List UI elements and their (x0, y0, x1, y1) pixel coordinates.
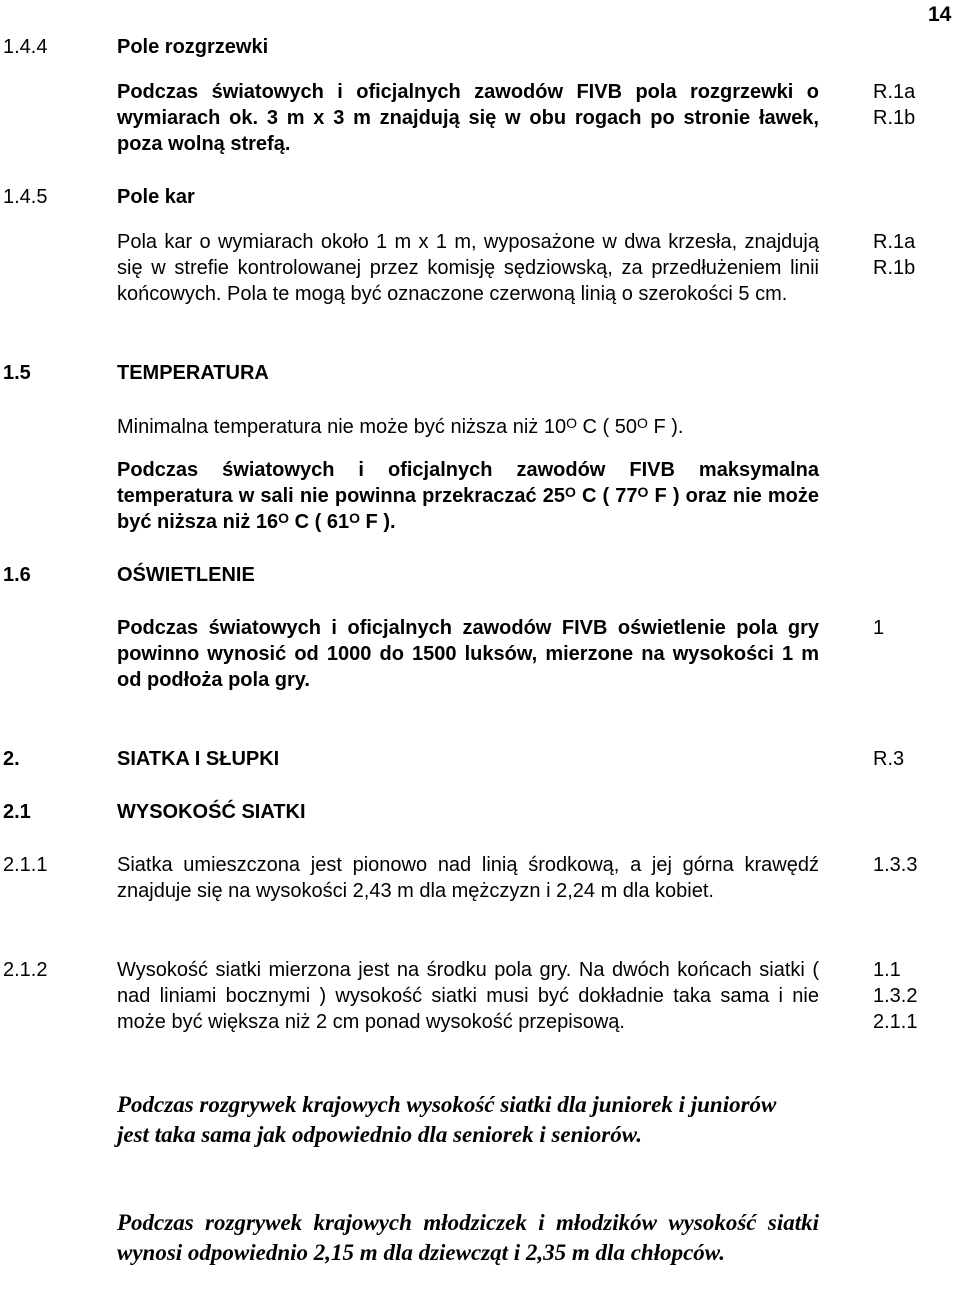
section-title: Pole kar (117, 186, 195, 208)
section-title: TEMPERATURA (117, 362, 269, 384)
section-number: 2.1.1 (3, 854, 48, 876)
section-title: SIATKA I SŁUPKI (117, 748, 280, 770)
section-number: 2. (3, 748, 20, 770)
section-number: 1.4.5 (3, 186, 48, 208)
section-paragraph: Podczas światowych i oficjalnych zawodów FIVB oświetlenie pola gry powinno wynosić od 1000 do 1500 luksów, mierzone na wysokości 1 m od podłoża pola gry. (117, 617, 819, 691)
section-title: Pole rozgrzewki (117, 36, 269, 58)
section-number: 1.4.4 (3, 36, 48, 58)
section-number: 1.6 (3, 564, 31, 586)
section-paragraph: Pola kar o wymiarach około 1 m x 1 m, wyposażone w dwa krzesła, znajdują się w strefie kontrolowanej przez komisję sędziowską, za przedłużeniem linii końcowych. Pola te mogą być oznaczone czerwoną linią o szerokości 5 cm. (117, 231, 819, 305)
temperature-minimum: Minimalna temperatura nie może być niższa niż $10^O$ C ( $50^O$ F ). (117, 415, 684, 438)
section-number: 1.5 (3, 362, 31, 384)
page-number: 14 (928, 3, 952, 26)
section-title: OŚWIETLENIE (117, 564, 255, 586)
section-number: 2.1 (3, 801, 31, 823)
rule-references: 1 (873, 617, 885, 639)
section-title: WYSOKOŚĆ SIATKI (117, 801, 306, 823)
rule-references: 1.1 1.3.2 2.1.1 (873, 959, 918, 1033)
section-number: 2.1.2 (3, 959, 48, 981)
rule-references: R.1a R.1b (873, 231, 916, 279)
national-note-youth: Podczas rozgrywek krajowych młodziczek i młodzików wysokość siatki wynosi odpowiednio 2,15 m dla dziewcząt i 2,35 m dla chłopców. (117, 1210, 819, 1265)
section-paragraph: Siatka umieszczona jest pionowo nad linią środkową, a jej górna krawędź znajduje się na wysokości 2,43 m dla mężczyzn i 2,24 m dla kobiet. (117, 854, 819, 902)
national-note-juniors: Podczas rozgrywek krajowych wysokość siatki dla juniorek i juniorów jest taka sama jak odpowiednio dla seniorek i seniorów. (117, 1092, 777, 1147)
rule-references: R.1a R.1b (873, 81, 916, 129)
section-paragraph: Podczas światowych i oficjalnych zawodów FIVB pola rozgrzewki o wymiarach ok. 3 m x 3 m znajdują się w obu rogach po stronie ławek, poza wolną strefą. (117, 81, 819, 155)
rule-references: R.3 (873, 748, 905, 770)
section-paragraph: Wysokość siatki mierzona jest na środku pola gry. Na dwóch końcach siatki ( nad liniami bocznymi ) wysokość siatki musi być dokładnie taka sama i nie może być większa niż 2 cm ponad wysokość przepisową. (117, 959, 819, 1033)
rule-references: 1.3.3 (873, 854, 918, 876)
temperature-fivb: Podczas światowych i oficjalnych zawodów FIVB maksymalna temperatura w sali nie powinna przekraczać $25^O$ C ( $77^O$ F ) oraz nie może być niższa niż $16^O$ C ( $61^O$ F ). (117, 459, 819, 533)
